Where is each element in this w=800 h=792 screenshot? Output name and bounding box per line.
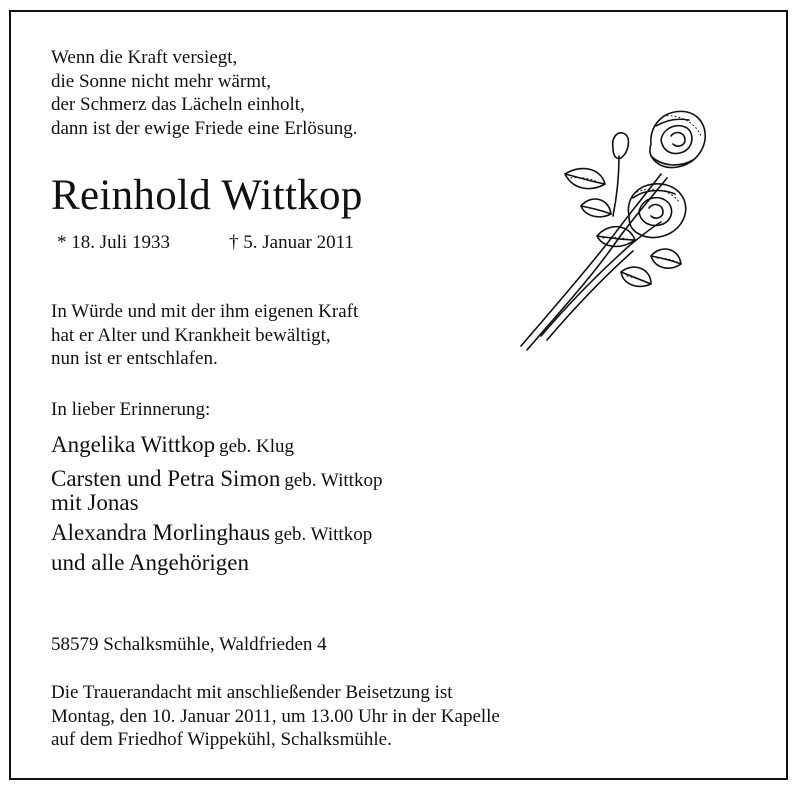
death-date: † 5. Januar 2011 <box>229 232 354 253</box>
memory-intro: In lieber Erinnerung: <box>51 399 211 420</box>
service-line: Montag, den 10. Januar 2011, um 13.00 Uhr in der Kapelle <box>51 705 500 727</box>
tribute-line: In Würde und mit der ihm eigenen Kraft <box>51 301 359 322</box>
mourner-maiden-name: geb. Klug <box>219 436 295 457</box>
service-line: auf dem Friedhof Wippekühl, Schalksmühle. <box>51 729 392 750</box>
poem-line: die Sonne nicht mehr wärmt, <box>51 70 272 92</box>
poem <box>51 46 358 140</box>
rose-icon <box>501 96 711 356</box>
deceased-name: Reinhold Wittkop <box>51 172 363 219</box>
mourner-line <box>51 490 139 516</box>
birth-date: * 18. Juli 1933 <box>57 232 170 253</box>
mourner-line <box>51 432 294 458</box>
address: 58579 Schalksmühle, Waldfrieden 4 <box>51 634 327 655</box>
mourner-maiden-name: geb. Wittkop <box>284 470 383 491</box>
tribute-text <box>51 300 358 371</box>
mourner-name: Alexandra Morlinghaus <box>51 520 271 545</box>
mourner-name: Angelika Wittkop <box>51 432 216 457</box>
mourner-line <box>51 550 249 576</box>
service-line: Die Trauerandacht mit anschließender Beisetzung ist <box>51 682 453 703</box>
mourner-line <box>51 520 372 546</box>
obituary-notice <box>9 10 788 780</box>
mourner-name: mit Jonas <box>51 490 139 515</box>
poem-line: Wenn die Kraft versiegt, <box>51 47 238 68</box>
tribute-line: hat er Alter und Krankheit bewältigt, <box>51 324 331 346</box>
mourner-name: und alle Angehörigen <box>51 550 250 575</box>
mourner-name: Carsten und Petra Simon <box>51 466 281 491</box>
poem-line: dann ist der ewige Friede eine Erlösung. <box>51 117 358 139</box>
tribute-line: nun ist er entschlafen. <box>51 348 218 369</box>
mourner-maiden-name: geb. Wittkop <box>274 524 373 545</box>
service-details <box>51 681 500 752</box>
poem-line: der Schmerz das Lächeln einholt, <box>51 94 305 115</box>
mourner-line <box>51 466 382 492</box>
